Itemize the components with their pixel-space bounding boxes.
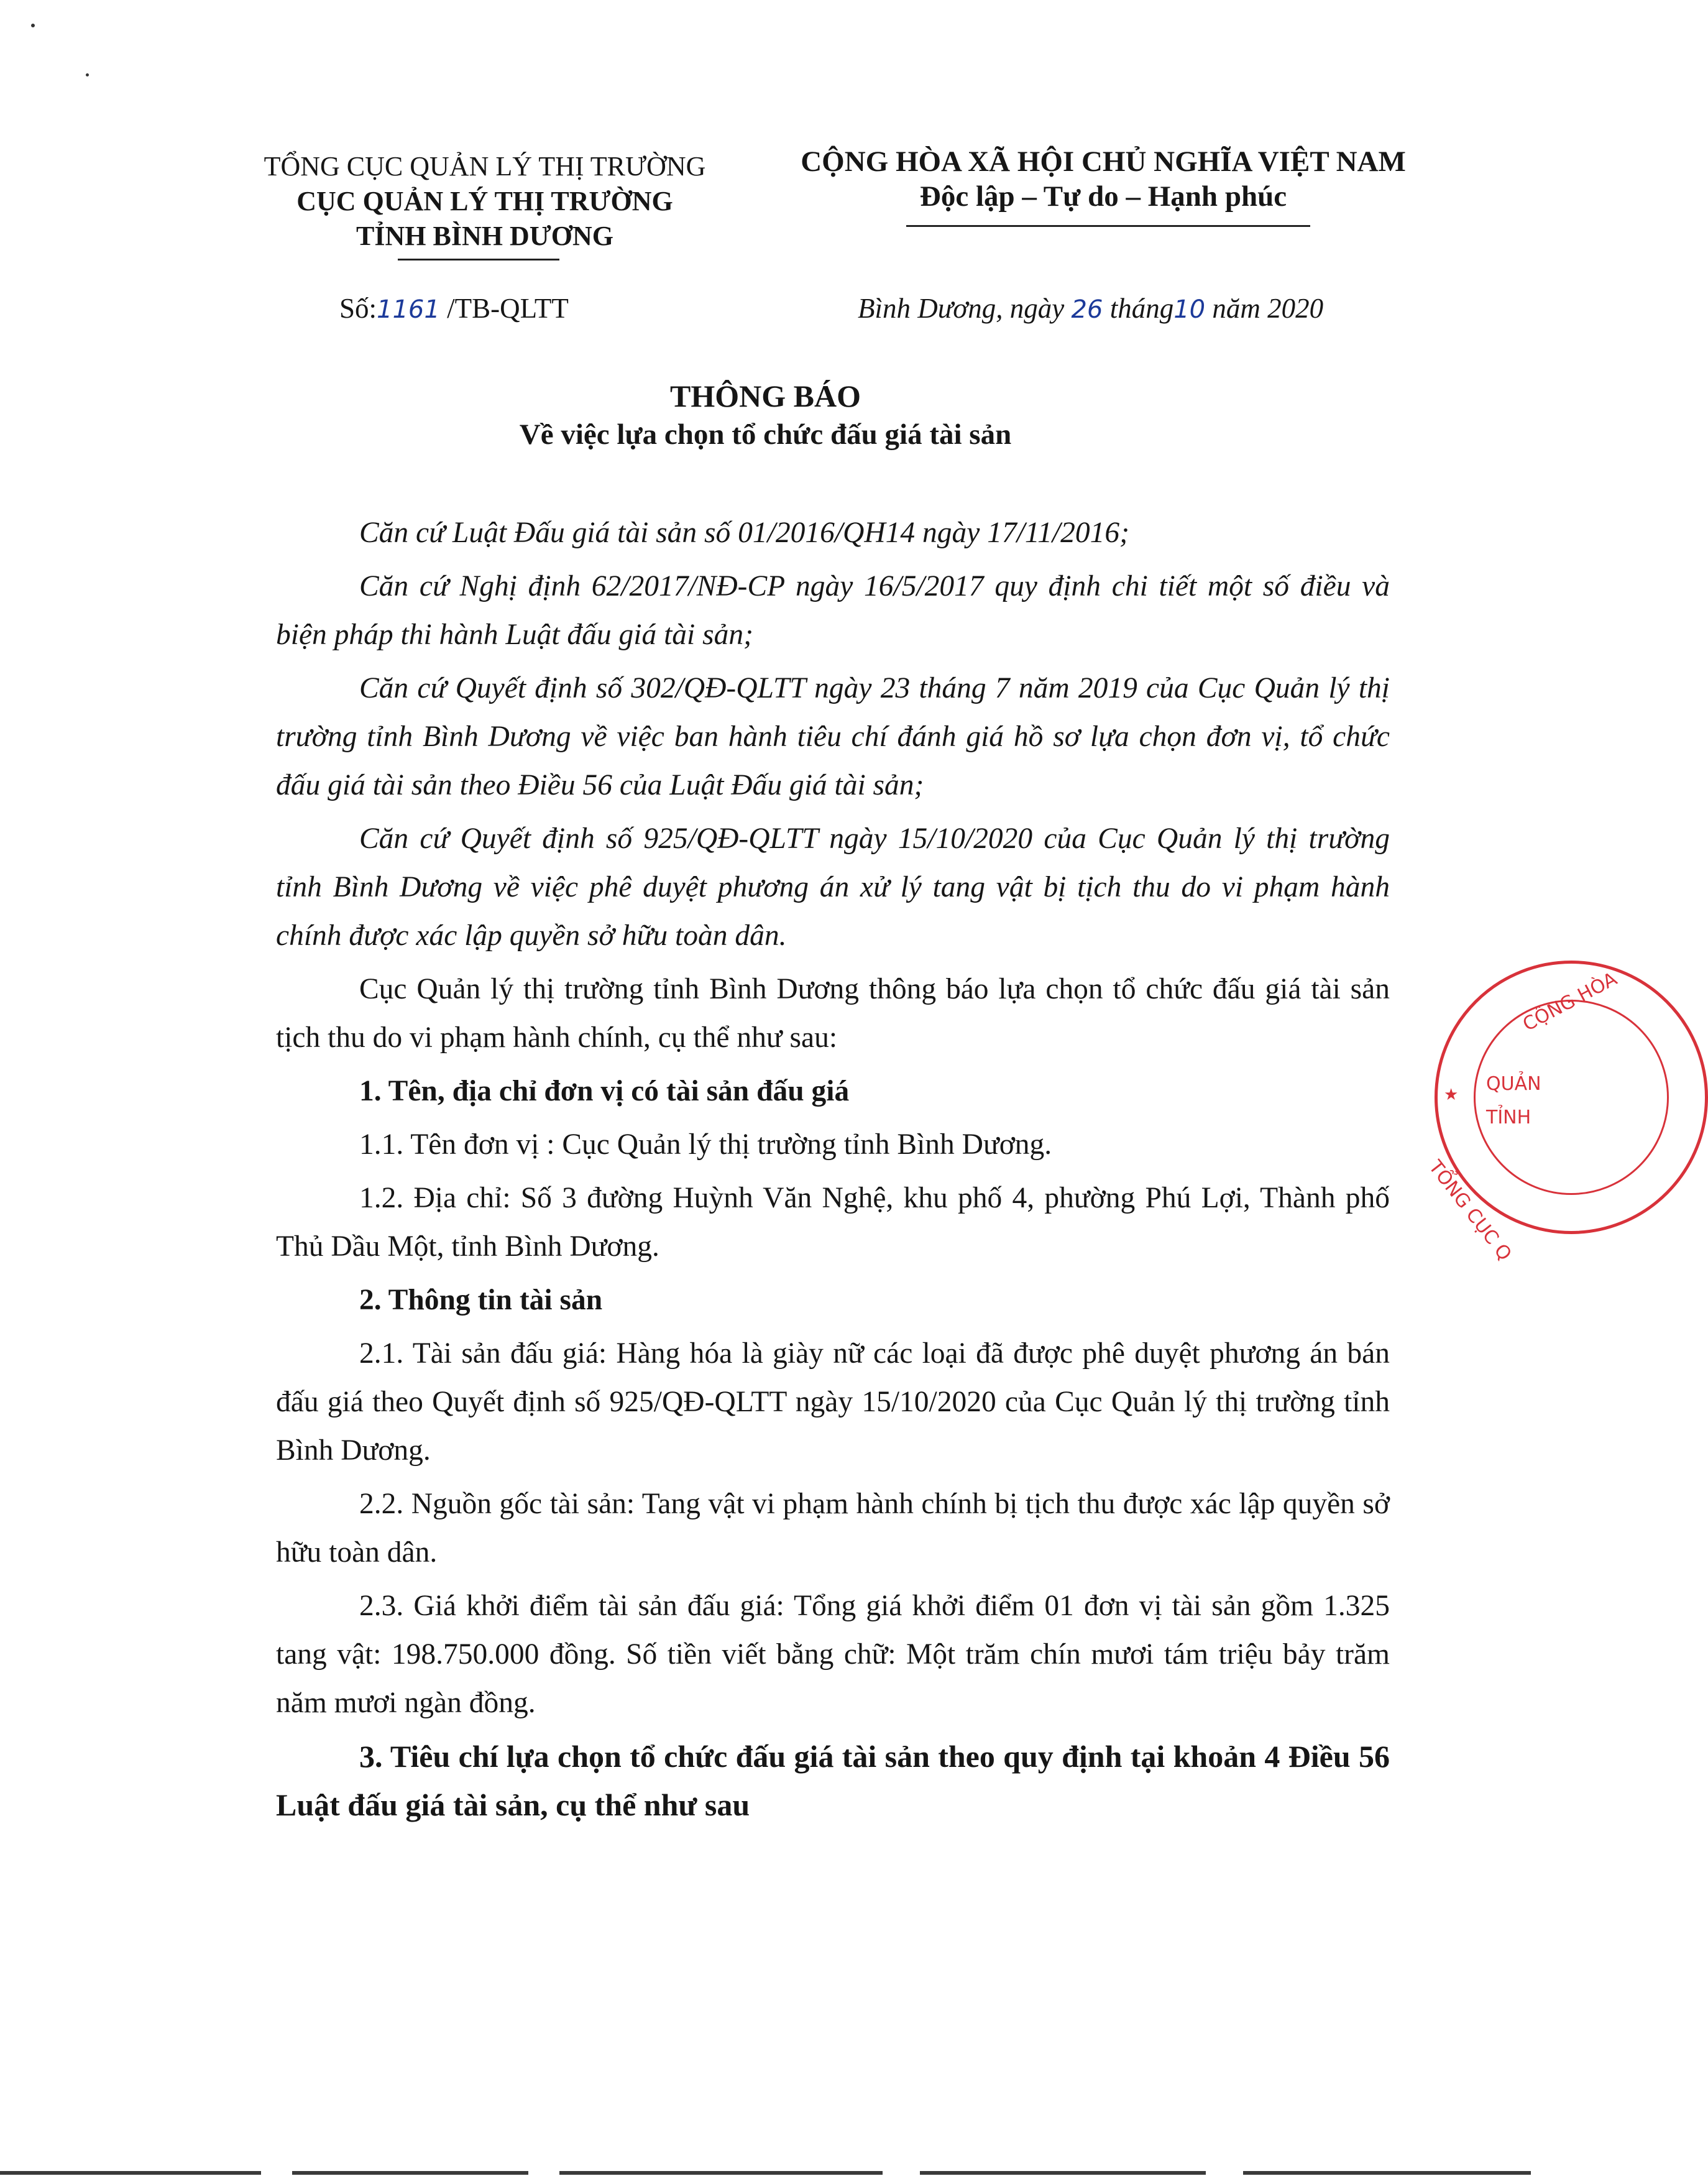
document-date	[858, 292, 1323, 325]
agency-parent: TỔNG CỤC QUẢN LÝ THỊ TRƯỜNG	[264, 151, 706, 182]
section-heading: 3. Tiêu chí lựa chọn tổ chức đấu giá tài sản theo quy định tại khoản 4 Điều 56 Luật đấu giá tài sản, cụ thể như sau	[276, 1739, 1390, 1822]
country-name: CỘNG HÒA XÃ HỘI CHỦ NGHĨA VIỆT NAM	[801, 145, 1406, 178]
seal-star-icon: ★	[1444, 1086, 1459, 1104]
date-year: năm 2020	[1212, 293, 1324, 324]
date-place: Bình Dương, ngày	[858, 293, 1065, 324]
intro-paragraph: Cục Quản lý thị trường tỉnh Bình Dương thông báo lựa chọn tổ chức đấu giá tài sản tịch thu do vi phạm hành chính, cụ thể như sau:	[276, 973, 1390, 1054]
body-paragraph: 2.2. Nguồn gốc tài sản: Tang vật vi phạm hành chính bị tịch thu được xác lập quyền sở hữu toàn dân.	[276, 1488, 1390, 1569]
doc-number-suffix: /TB-QLTT	[439, 293, 569, 324]
issuing-agency-header	[224, 149, 746, 254]
document-title: THÔNG BÁO	[670, 379, 861, 413]
scan-speck	[31, 24, 35, 27]
agency-province: TỈNH BÌNH DƯƠNG	[356, 221, 613, 251]
legal-basis-paragraph: Căn cứ Quyết định số 302/QĐ-QLTT ngày 23 tháng 7 năm 2019 của Cục Quản lý thị trường tỉnh Bình Dương về việc ban hành tiêu chí đánh giá hồ sơ lựa chọn đơn vị, tổ chức đấu giá tài sản theo Điều 56 của Luật Đấu giá tài sản;	[276, 672, 1390, 801]
seal-inner-ring	[1474, 1000, 1669, 1195]
section-heading: 2. Thông tin tài sản	[359, 1284, 603, 1316]
agency-name: CỤC QUẢN LÝ THỊ TRƯỜNG	[296, 186, 673, 216]
seal-arc-bottom: TỔNG CỤC Q	[1424, 1156, 1516, 1265]
national-motto: Độc lập – Tự do – Hạnh phúc	[919, 180, 1287, 213]
body-paragraph: 2.1. Tài sản đấu giá: Hàng hóa là giày nữ các loại đã được phê duyệt phương án bán đấu giá theo Quyết định số 925/QĐ-QLTT ngày 15/10/2020 của Cục Quản lý thị trường tỉnh Bình Dương.	[276, 1337, 1390, 1467]
doc-number-handwritten: 1161	[377, 295, 440, 324]
document-subtitle: Về việc lựa chọn tổ chức đấu giá tài sản	[519, 418, 1012, 451]
legal-basis-paragraph: Căn cứ Quyết định số 925/QĐ-QLTT ngày 15/10/2020 của Cục Quản lý thị trường tỉnh Bình Dương về việc phê duyệt phương án xử lý tang vật bị tịch thu do vi phạm hành chính được xác lập quyền sở hữu toàn dân.	[276, 823, 1390, 952]
legal-basis-paragraph: Căn cứ Luật Đấu giá tài sản số 01/2016/QH14 ngày 17/11/2016;	[359, 517, 1129, 549]
official-seal	[1424, 961, 1708, 1265]
section-heading: 1. Tên, địa chỉ đơn vị có tài sản đấu giá	[359, 1075, 850, 1107]
body-paragraph: 1.1. Tên đơn vị : Cục Quản lý thị trường tỉnh Bình Dương.	[359, 1128, 1052, 1161]
legal-basis-paragraph: Căn cứ Nghị định 62/2017/NĐ-CP ngày 16/5/2017 quy định chi tiết một số điều và biện pháp thi hành Luật đấu giá tài sản;	[276, 570, 1390, 651]
date-day: 26	[1071, 295, 1103, 324]
header-right-underline	[906, 225, 1310, 227]
date-month: 10	[1173, 295, 1206, 324]
body-paragraph: 2.3. Giá khởi điểm tài sản đấu giá: Tổng giá khởi điểm 01 đơn vị tài sản gồm 1.325 tang vật: 198.750.000 đồng. Số tiền viết bằng chữ: Một trăm chín mươi tám triệu bảy trăm năm mươi ngàn đồng.	[276, 1590, 1390, 1719]
header-left-underline	[398, 259, 559, 260]
seal-arc-top: CỘNG HÒA	[1519, 968, 1621, 1036]
document-number	[339, 292, 569, 325]
national-motto-header	[771, 144, 1436, 214]
scan-bottom-edge	[0, 2166, 1531, 2176]
body-paragraph: 1.2. Địa chỉ: Số 3 đường Huỳnh Văn Nghệ, khu phố 4, phường Phú Lợi, Thành phố Thủ Dầu Một, tỉnh Bình Dương.	[276, 1182, 1390, 1263]
seal-middle-1: QUẢN	[1486, 1073, 1541, 1095]
document-body	[276, 509, 1390, 1834]
seal-middle-2: TỈNH	[1486, 1107, 1531, 1128]
date-month-word: tháng	[1109, 293, 1174, 324]
doc-number-prefix: Số:	[339, 293, 377, 324]
scan-speck	[86, 73, 89, 76]
